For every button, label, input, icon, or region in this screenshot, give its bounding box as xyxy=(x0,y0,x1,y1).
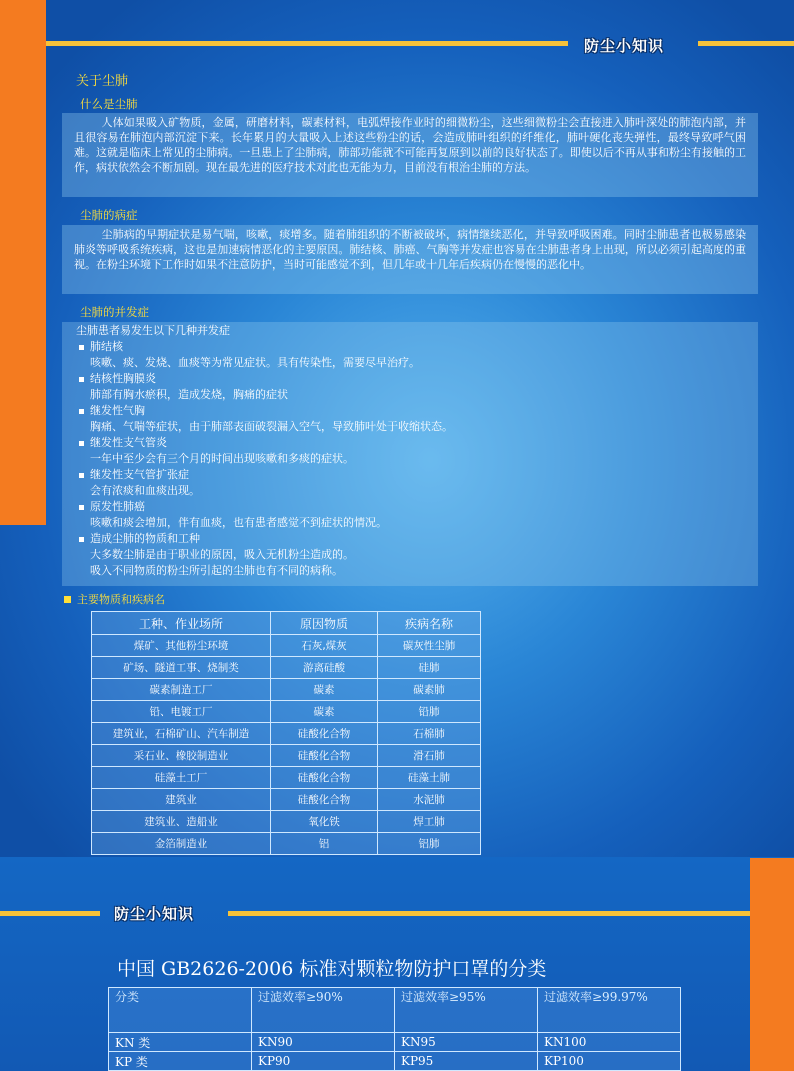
top-stripe-left xyxy=(46,41,568,46)
orange-side-bar-right xyxy=(750,858,794,1071)
gb-standard-title: 中国 GB2626-2006 标准对颗粒物防护口罩的分类 xyxy=(117,958,547,980)
table-cell: KP 类 xyxy=(109,1052,252,1071)
table-cell: 游离硅酸 xyxy=(271,657,378,679)
complication-desc: 肺部有胸水瘀积，造成发烧，胸痛的症状 xyxy=(90,388,288,401)
table-cell: KN95 xyxy=(395,1033,538,1052)
table-cell: 硅酸化合物 xyxy=(271,745,378,767)
table-header-cell: 工种、作业场所 xyxy=(92,612,271,635)
table-cell: 碳素肺 xyxy=(378,679,481,701)
complication-name: 结核性胸膜炎 xyxy=(90,372,156,385)
list-item xyxy=(76,403,758,435)
complication-name: 继发性支气管炎 xyxy=(90,436,167,449)
table-cell: 碳素 xyxy=(271,701,378,723)
table-row xyxy=(92,767,481,789)
table-header-cell: 过滤效率≥90% xyxy=(252,988,395,1033)
top-stripe-right xyxy=(698,41,794,46)
table-cell: 铝 xyxy=(271,833,378,855)
table-cell: 建筑业，石棉矿山、汽车制造 xyxy=(92,723,271,745)
table-row xyxy=(92,657,481,679)
table-header-row xyxy=(92,612,481,635)
list-item xyxy=(76,371,758,403)
complication-desc: 咳嗽、痰、发烧、血痰等为常见症状。具有传染性，需要尽早治疗。 xyxy=(90,356,420,369)
top-banner-title: 防尘小知识 xyxy=(584,37,665,55)
table-cell: 氧化铁 xyxy=(271,811,378,833)
symptoms-panel xyxy=(62,225,758,294)
table-cell: 硅藻土工厂 xyxy=(92,767,271,789)
list-item xyxy=(76,339,758,371)
table-cell: 铅、电镀工厂 xyxy=(92,701,271,723)
table-cell: 建筑业、造船业 xyxy=(92,811,271,833)
square-bullet-icon xyxy=(79,377,84,382)
table-row xyxy=(92,635,481,657)
complication-desc: 咳嗽和痰会增加，伴有血痰，也有患者感觉不到症状的情况。 xyxy=(90,516,387,529)
disease-table xyxy=(91,611,481,855)
square-bullet-icon xyxy=(79,473,84,478)
table-header-cell: 分类 xyxy=(109,988,252,1033)
symptoms-text: 尘肺病的早期症状是易气喘，咳嗽，痰增多。随着肺组织的不断被破坏，病情继续恶化，并导致呼吸困难。同时尘肺患者也极易感染肺炎等呼吸系统疾病，这也是加速病情恶化的主要原因。肺结核、肺癌、气胸等并发症也容易在尘肺患者身上出现，所以必须引起高度的重视。在粉尘环境下工作时如果不注意防护，当时可能感觉不到，但几年或十几年后疾病仍在慢慢的恶化中。 xyxy=(74,228,746,271)
complication-name: 造成尘肺的物质和工种 xyxy=(90,532,200,545)
complication-name: 继发性支气管扩张症 xyxy=(90,468,189,481)
table-cell: 硅藻土肺 xyxy=(378,767,481,789)
table-cell: 水泥肺 xyxy=(378,789,481,811)
list-item xyxy=(76,499,758,531)
table-cell: 硅肺 xyxy=(378,657,481,679)
square-bullet-icon xyxy=(79,441,84,446)
table-section-label: 主要物质和疾病名 xyxy=(77,593,165,606)
table-cell: 石灰,煤灰 xyxy=(271,635,378,657)
table-cell: 铝肺 xyxy=(378,833,481,855)
table-cell: 硅酸化合物 xyxy=(271,789,378,811)
complication-name: 肺结核 xyxy=(90,340,123,353)
what-is-text: 人体如果吸入矿物质，金属，研磨材料，碳素材料，电弧焊接作业时的细微粉尘，这些细微粉尘会直接进入肺叶深处的肺泡内部，并且很容易在肺泡内部沉淀下来。长年累月的大量吸入上述这些粉尘的话，会造成肺叶组织的纤维化，肺叶硬化丧失弹性，最终导致呼气困难。这就是临床上常见的尘肺病。一旦患上了尘肺病，肺部功能就不可能再复原到以前的良好状态了。即使以后不再从事和粉尘有接触的工作，病状依然会不断加剧。现在最先进的医疗技术对此也无能为力，目前没有根治尘肺的方法。 xyxy=(74,116,746,174)
table-cell: 碳素 xyxy=(271,679,378,701)
bottom-stripe-left xyxy=(0,911,100,916)
table-cell: KN 类 xyxy=(109,1033,252,1052)
section-title: 关于尘肺 xyxy=(76,74,129,89)
table-row xyxy=(109,1052,681,1071)
complication-name: 继发性气胸 xyxy=(90,404,145,417)
symptoms-title: 尘肺的病症 xyxy=(80,208,138,222)
table-header-cell: 过滤效率≥95% xyxy=(395,988,538,1033)
table-header-cell: 过滤效率≥99.97% xyxy=(538,988,681,1033)
list-item xyxy=(76,435,758,467)
square-bullet-icon xyxy=(79,505,84,510)
table-row xyxy=(92,833,481,855)
table-cell: KP90 xyxy=(252,1052,395,1071)
list-item xyxy=(76,467,758,499)
list-item xyxy=(76,531,758,579)
table-cell: 硅酸化合物 xyxy=(271,723,378,745)
table-cell: 碳灰性尘肺 xyxy=(378,635,481,657)
complication-desc: 一年中至少会有三个月的时间出现咳嗽和多痰的症状。 xyxy=(90,452,354,465)
table-cell: 金箔制造业 xyxy=(92,833,271,855)
table-section-title xyxy=(64,591,165,607)
bottom-stripe-right xyxy=(228,911,750,916)
what-is-title: 什么是尘肺 xyxy=(80,97,138,111)
table-cell: 滑石肺 xyxy=(378,745,481,767)
table-cell: 石棉肺 xyxy=(378,723,481,745)
complication-desc: 会有浓痰和血痰出现。 xyxy=(90,484,200,497)
table-row xyxy=(92,789,481,811)
what-is-panel xyxy=(62,113,758,197)
table-cell: KP100 xyxy=(538,1052,681,1071)
complications-intro: 尘肺患者易发生以下几种并发症 xyxy=(76,324,230,337)
bottom-banner-title: 防尘小知识 xyxy=(114,905,195,923)
complication-desc-2: 吸入不同物质的粉尘所引起的尘肺也有不同的病称。 xyxy=(90,564,343,577)
table-row xyxy=(92,679,481,701)
table-row xyxy=(92,745,481,767)
orange-side-bar-left xyxy=(0,0,46,525)
complications-title: 尘肺的并发症 xyxy=(80,305,149,319)
table-row xyxy=(92,701,481,723)
table-header-cell: 疾病名称 xyxy=(378,612,481,635)
complication-desc: 胸痛、气喘等症状，由于肺部表面破裂漏入空气，导致肺叶处于收缩状态。 xyxy=(90,420,453,433)
square-bullet-icon xyxy=(79,345,84,350)
mask-classification-table xyxy=(108,987,681,1071)
table-row xyxy=(92,811,481,833)
table-header-row xyxy=(109,988,681,1033)
table-cell: 焊工肺 xyxy=(378,811,481,833)
table-cell: KP95 xyxy=(395,1052,538,1071)
complications-panel xyxy=(62,322,758,586)
table-cell: KN100 xyxy=(538,1033,681,1052)
table-cell: 煤矿、其他粉尘环境 xyxy=(92,635,271,657)
table-row xyxy=(92,723,481,745)
complication-name: 原发性肺癌 xyxy=(90,500,145,513)
table-cell: 建筑业 xyxy=(92,789,271,811)
table-cell: 碳素制造工厂 xyxy=(92,679,271,701)
table-cell: 铅肺 xyxy=(378,701,481,723)
table-cell: KN90 xyxy=(252,1033,395,1052)
table-row xyxy=(109,1033,681,1052)
table-cell: 采石业、橡胶制造业 xyxy=(92,745,271,767)
square-bullet-icon xyxy=(79,537,84,542)
yellow-square-bullet-icon xyxy=(64,596,71,603)
complication-desc: 大多数尘肺是由于职业的原因，吸入无机粉尘造成的。 xyxy=(90,548,354,561)
table-cell: 矿场、隧道工事、烧制类 xyxy=(92,657,271,679)
table-cell: 硅酸化合物 xyxy=(271,767,378,789)
square-bullet-icon xyxy=(79,409,84,414)
table-header-cell: 原因物质 xyxy=(271,612,378,635)
